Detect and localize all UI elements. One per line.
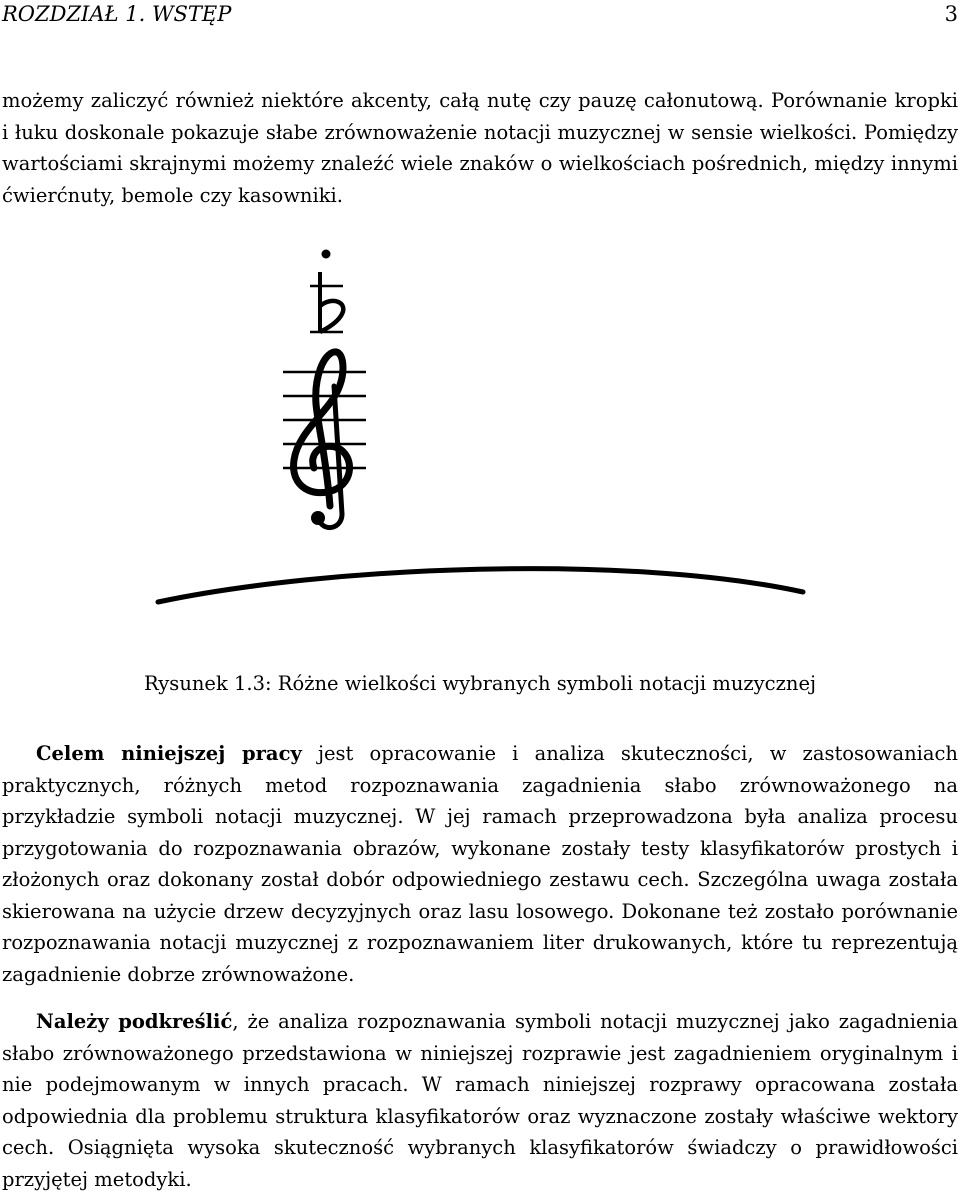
treble-clef-symbol <box>294 352 350 528</box>
bold-lead-goal: Celem niniejszej pracy <box>36 742 302 765</box>
arc-symbol <box>158 569 803 602</box>
figure-caption: Rysunek 1.3: Różne wielkości wybranych symboli notacji muzycznej <box>143 672 817 695</box>
figure-music-symbols <box>148 236 813 656</box>
flat-symbol <box>310 272 343 332</box>
running-header <box>2 0 958 28</box>
paragraph-goal <box>2 738 958 990</box>
music-symbols-illustration <box>148 236 813 656</box>
paragraph-originality-text: , że analiza rozpoznawania symboli notacji muzycznej jako zagadnienia słabo zrównoważonego przedstawiona w niniejszej rozprawie jest zagadnieniem oryginalnym i nie podejmowanym w innych pracach. W ramach niniejszej rozprawy opracowana została odpowiednia dla problemu struktura klasyfikatorów oraz wyznaczone zostały właściwe wektory cech. Osiągnięta wysoka skuteczność wybranych klasyfikatorów świadczy o prawidłowości przyjętej metodyki. <box>2 1010 958 1191</box>
bold-lead-originality: Należy podkreślić <box>36 1010 233 1033</box>
paragraph-goal-text: jest opracowanie i analiza skuteczności, w zastosowaniach praktycznych, różnych metod rozpoznawania zagadnienia słabo zrównoważonego na przykładzie symboli notacji muzycznej. W jej ramach przeprowadzona była analiza procesu przygotowania do rozpoznawania obrazów, wykonane zostały testy klasyfikatorów prostych i złożonych oraz dokonany został dobór odpowiedniego zestawu cech. Szczególna uwaga została skierowana na użycie drzew decyzyjnych oraz lasu losowego. Dokonane też zostało porównanie rozpoznawania notacji muzycznej z rozpoznawaniem liter drukowanych, które tu reprezentują zagadnienie dobrze zrównoważone. <box>2 742 958 986</box>
dot-symbol <box>322 250 331 259</box>
paragraph-originality <box>2 1006 958 1195</box>
page-number: 3 <box>944 2 958 26</box>
chapter-title: ROZDZIAŁ 1. WSTĘP <box>2 2 232 26</box>
paragraph-intro: możemy zaliczyć również niektóre akcenty, całą nutę czy pauzę całonutową. Porównanie kropki i łuku doskonale pokazuje słabe zrównoważenie notacji muzycznej w sensie wielkości. Pomiędzy wartościami skrajnymi możemy znaleźć wiele znaków o wielkościach pośrednich, między innymi ćwierćnuty, bemole czy kasowniki. <box>2 89 958 207</box>
